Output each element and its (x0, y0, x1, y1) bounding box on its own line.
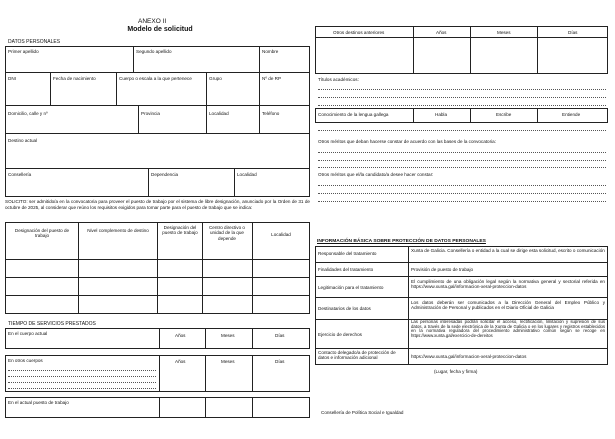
other-merits-label: Otros méritos que el/la candidato/a desee hacer constar: (318, 172, 434, 177)
service-other-bodies (5, 355, 310, 392)
place-date-signature: (Lugar, fecha y firma) (434, 369, 478, 374)
current-body-label: En el cuerpo actual (8, 331, 48, 336)
current-post-label: Destino actual (8, 138, 38, 143)
province-label: Provincia (141, 111, 160, 116)
dp-value-rights: Las personas interesadas podrán solicitar el acceso, rectificación, limitación y supresión de sus datos, a través de la sede electrónica de la Xunta de Galicia o en los lugares y registros establecidos en la normativa reguladora del procedimiento administrativo común según se recoge en https://www.xunta.gal/exercicio-de-dereitos (411, 319, 605, 339)
dp-label-contact: Contacto delegado/a de protección de datos e información adicional (318, 350, 396, 361)
previous-posts-months: Meses (497, 30, 511, 35)
nrp-label: Nº de RP (262, 76, 282, 81)
dp-label-purpose: Finalidades del tratamiento (318, 267, 374, 272)
dp-value-controller: Xunta de Galicia. Consellería o entidad a la cual se dirige esta solicitud, escrito o comunicación (411, 248, 605, 253)
personal-section-title: DATOS PERSONALES (8, 39, 61, 45)
dp-label-controller: Responsable del tratamiento (318, 251, 377, 256)
dni-label: DNI (8, 76, 16, 81)
service-section-title: TIEMPO DE SERVICIOS PRESTADOS (8, 321, 96, 327)
address-label: Domicilio, calle y nº (8, 111, 48, 116)
other-bodies-label: En otros cuerpos (8, 358, 43, 363)
data-protection-title: INFORMACIÓN BÁSICA SOBRE PROTECCIÓN DE DATOS PERSONALES (317, 239, 486, 244)
galician-understand: Entiende (562, 112, 581, 117)
other-bodies-days: Días (275, 359, 285, 364)
post-locality-label: Localidad (237, 172, 257, 177)
dp-label-rights: Ejercicio de derechos (318, 332, 362, 337)
job-header-designation: Designación del puesto de trabajo (14, 228, 70, 239)
previous-posts-years: Años (436, 30, 447, 35)
dependency-label: Dependencia (151, 172, 179, 177)
addressee: Consellería de Política Social e Igualdad (321, 410, 404, 415)
second-surname-label: Segundo apellido (136, 49, 172, 54)
galician-write: Escribe (496, 112, 512, 117)
merits-label: Otros méritos que deban hacerse constar de acuerdo con las bases de la convocatoria: (318, 139, 496, 144)
previous-posts-days: Días (568, 30, 578, 35)
dp-value-purpose: Provisión de puesto de trabajo (411, 267, 474, 272)
job-header-level: Nivel complemento de destino (87, 228, 149, 233)
dp-label-recipients: Destinatarios de los datos (318, 306, 371, 311)
service-current-body (5, 328, 310, 349)
request-text: SOLICITO: ser admitido/a en la convocatoria para proveer el puesto de trabajo por el sistema de libre designación, anunciado por la Orden de 31 de octubre de 2025, al considerar que reúno los requisitos exigidos para tomar parte para el puesto de trabajo que se indica: (5, 199, 310, 210)
current-body-years: Años (175, 333, 186, 338)
dp-label-legitimation: Legitimación para el tratamiento (318, 285, 384, 290)
previous-posts-label: Otros destinos anteriores (333, 30, 385, 35)
department-label: Consellería (8, 172, 32, 177)
locality-label: Localidad (209, 111, 229, 116)
name-label: Nombre (262, 49, 279, 54)
job-header-designation-2: Designación del puesto de trabajo (162, 225, 198, 236)
academic-label: Títulos académicos: (318, 77, 359, 82)
body-scale-label: Cuerpo o escala a la que pertenece (119, 76, 192, 81)
phone-label: Teléfono (262, 111, 280, 116)
group-label: Grupo (209, 76, 222, 81)
dp-value-legitimation: El cumplimiento de una obligación legal según la normativa general y sectorial referida en https://www.xunta.gal/informacion-xeral-proteccion-datos (411, 279, 605, 290)
page-title: Modelo de solicitud (127, 26, 193, 33)
job-header-unit: Centro directivo o unidad de la que depende (208, 225, 245, 241)
current-post-time-label: En el actual puesto de trabajo (8, 400, 69, 405)
birth-date-label: Fecha de nacimiento (53, 76, 96, 81)
first-surname-label: Primer apellido (8, 49, 39, 54)
galician-label: Conocimiento de la lengua gallega (318, 112, 389, 117)
annex-label: ANEXO II (138, 18, 167, 25)
job-header-locality: Localidad (271, 232, 291, 237)
other-bodies-years: Años (175, 359, 186, 364)
other-bodies-months: Meses (221, 359, 235, 364)
current-body-months: Meses (221, 333, 235, 338)
galician-speak: Habla (435, 112, 448, 117)
current-body-days: Días (275, 333, 285, 338)
dp-value-recipients: Los datos deberán ser comunicados a la Dirección General del Empleo Público y Administración de Personal y publicados en el Diario Oficial de Galicia (411, 300, 605, 311)
dp-value-contact: https://www.xunta.gal/informacion-xeral-proteccion-datos (411, 354, 527, 359)
